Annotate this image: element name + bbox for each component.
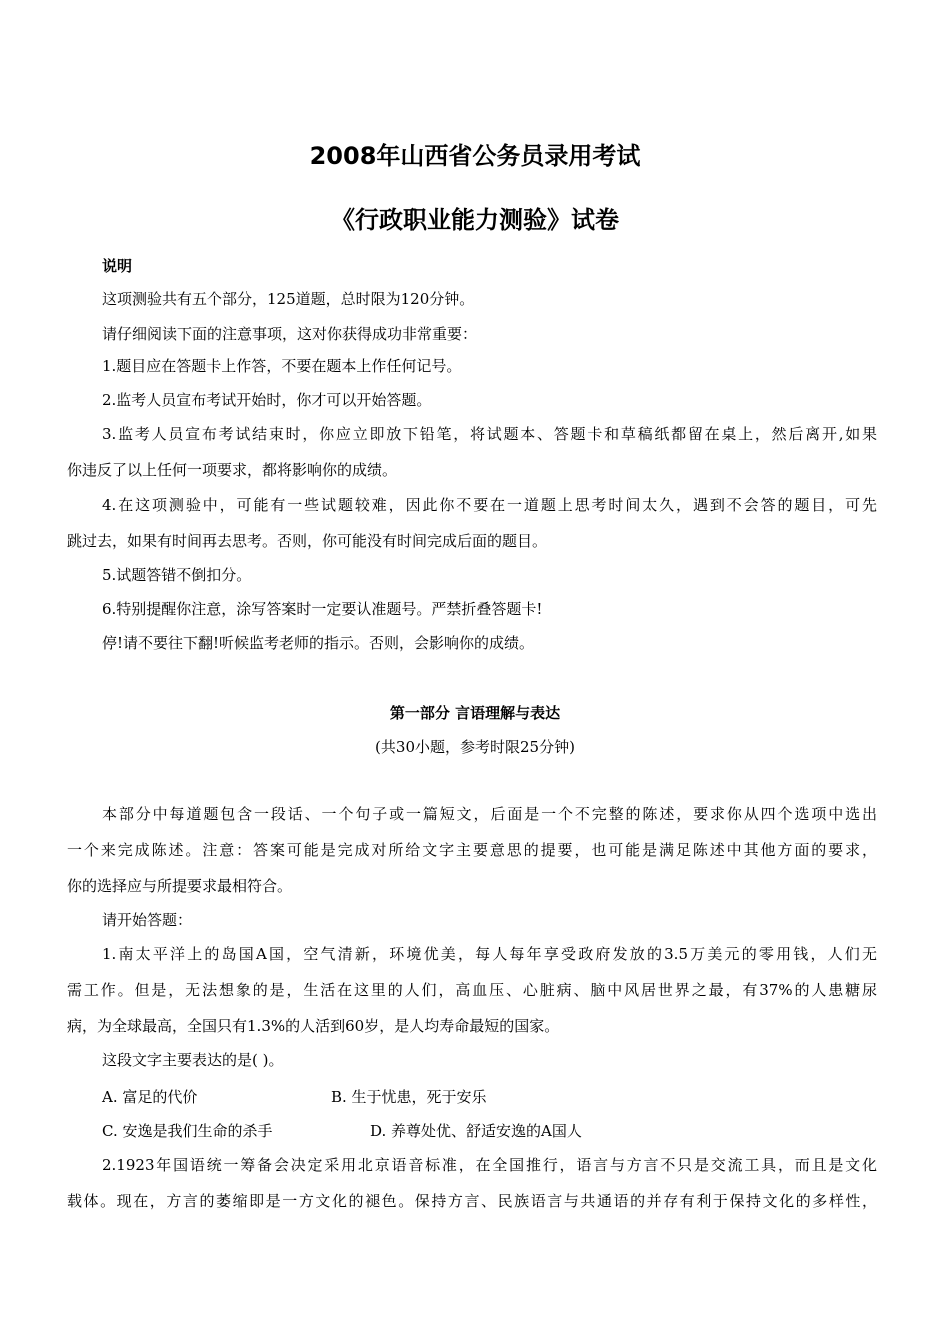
instruction-line: 停!请不要往下翻!听候监考老师的指示。否则，会影响你的成绩。	[102, 634, 535, 652]
instruction-line: 这项测验共有五个部分，125道题，总时限为120分钟。	[102, 290, 475, 308]
instruction-line: 4.在这项测验中，可能有一些试题较难，因此你不要在一道题上思考时间太久，遇到不会答的题目，可先	[102, 496, 877, 514]
question-2-line: 载体。现在，方言的萎缩即是一方文化的褪色。保持方言、民族语言与共通语的并存有利于保持文化的多样性，	[67, 1192, 877, 1210]
option-c: C. 安逸是我们生命的杀手	[102, 1122, 273, 1140]
option-d: D. 养尊处优、舒适安逸的A国人	[370, 1122, 582, 1140]
start-prompt: 请开始答题：	[102, 911, 193, 929]
section-subtitle: (共30小题，参考时限25分钟)	[375, 738, 575, 756]
instruction-line: 跳过去，如果有时间再去思考。否则，你可能没有时间完成后面的题目。	[67, 532, 548, 550]
question-1-prompt: 这段文字主要表达的是( )。	[102, 1051, 284, 1069]
section-intro-line: 你的选择应与所提要求最相符合。	[67, 877, 293, 895]
instruction-line: 你违反了以上任何一项要求，都将影响你的成绩。	[67, 461, 398, 479]
instruction-line: 2.监考人员宣布考试开始时，你才可以开始答题。	[102, 391, 432, 409]
section-intro-line: 一个来完成陈述。注意：答案可能是完成对所给文字主要意思的提要，也可能是满足陈述中其他方面的要求，	[67, 841, 877, 859]
option-a: A. 富足的代价	[102, 1088, 198, 1106]
question-1-line: 1.南太平洋上的岛国A国，空气清新，环境优美，每人每年享受政府发放的3.5万美元的零用钱，人们无	[102, 945, 877, 963]
instruction-line: 6.特别提醒你注意，涂写答案时一定要认准题号。严禁折叠答题卡!	[102, 600, 543, 618]
instruction-line: 1.题目应在答题卡上作答，不要在题本上作任何记号。	[102, 357, 462, 375]
question-2-line: 2.1923年国语统一筹备会决定采用北京语音标准，在全国推行，语言与方言不只是交流工具，而且是文化	[102, 1156, 877, 1174]
instruction-line: 3.监考人员宣布考试结束时，你应立即放下铅笔，将试题本、答题卡和草稿纸都留在桌上，然后离开,如果	[102, 425, 877, 443]
instruction-line: 5.试题答错不倒扣分。	[102, 566, 252, 584]
question-1-line: 病，为全球最高，全国只有1.3%的人活到60岁，是人均寿命最短的国家。	[67, 1017, 560, 1035]
option-b: B. 生于忧患，死于安乐	[331, 1088, 487, 1106]
title-line-1: 2008年山西省公务员录用考试	[309, 142, 641, 170]
title-line-2: 《行政职业能力测验》试卷	[331, 206, 619, 234]
instruction-line: 请仔细阅读下面的注意事项，这对你获得成功非常重要：	[102, 325, 478, 343]
section-title: 第一部分 言语理解与表达	[389, 704, 561, 722]
section-intro-line: 本部分中每道题包含一段话、一个句子或一篇短文，后面是一个不完整的陈述，要求你从四个选项中选出	[102, 805, 877, 823]
question-1-line: 需工作。但是，无法想象的是，生活在这里的人们，高血压、心脏病、脑中风居世界之最，有37%的人患糖尿	[67, 981, 877, 999]
instructions-heading: 说明	[102, 257, 133, 275]
